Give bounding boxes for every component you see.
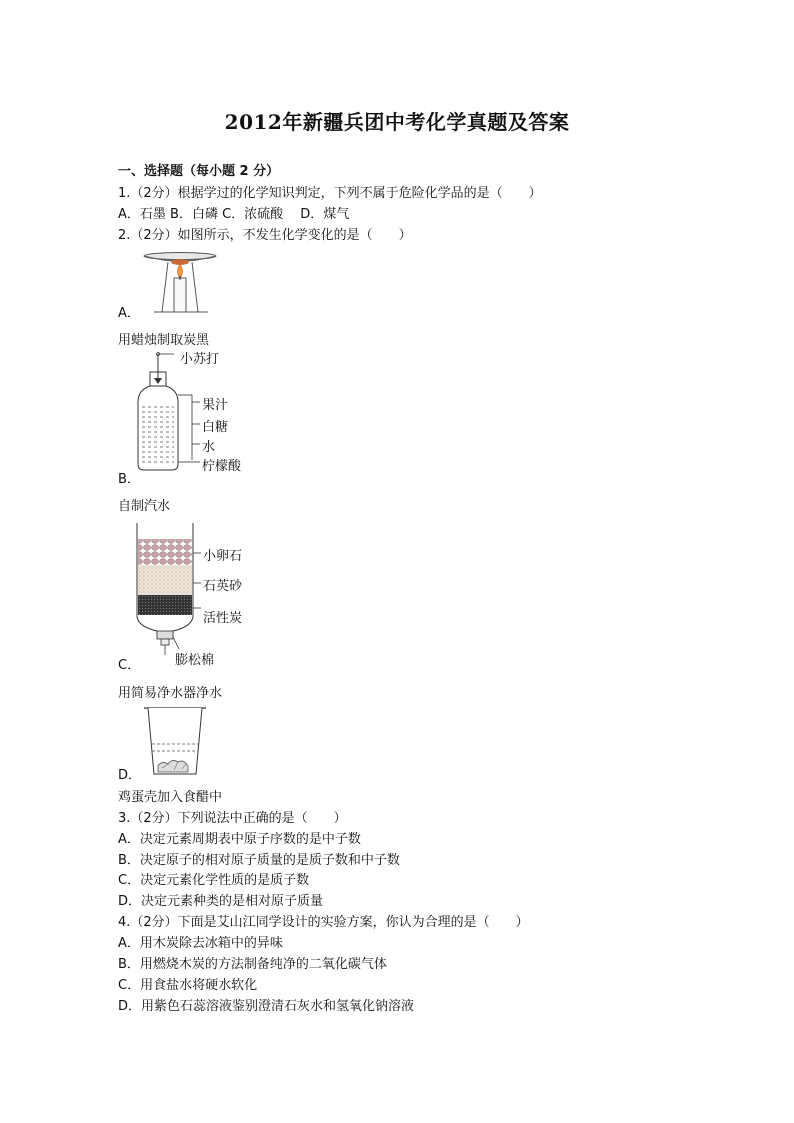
question-3-option-b: B．决定原子的相对原子质量的是质子数和中子数 (118, 853, 400, 868)
label-pengsongmian: 膨松棉 (175, 653, 215, 668)
page-title: 2012年新疆兵团中考化学真题及答案 (224, 110, 570, 134)
cup-eggshell-illustration (142, 704, 222, 776)
question-1-options: A．石墨 B．白磷 C．浓硫酸 D．煤气 (118, 207, 350, 222)
figure-c-filter (135, 523, 265, 668)
figure-a-letter: A． (118, 306, 140, 321)
label-guozhi: 果汁 (202, 398, 229, 413)
question-3-option-d: D．决定元素种类的是相对原子质量 (118, 894, 324, 909)
label-baitang: 白糖 (202, 420, 229, 435)
question-3-option-a: A．决定元素周期表中原子序数的是中子数 (118, 832, 361, 847)
question-4-option-b: B．用燃烧木炭的方法制备纯净的二氧化碳气体 (118, 957, 387, 972)
question-1-stem: 1.（2分）根据学过的化学知识判定，下列不属于危险化学品的是（ ） (118, 186, 542, 201)
label-shui: 水 (202, 440, 216, 455)
figure-d-caption: 鸡蛋壳加入食醋中 (118, 790, 223, 805)
water-filter-illustration (135, 523, 265, 663)
section-heading: 一、选择题（每小题 2 分） (118, 164, 280, 179)
question-2-stem: 2.（2分）如图所示，不发生化学变化的是（ ） (118, 228, 412, 243)
question-3-option-c: C．决定元素化学性质的是质子数 (118, 873, 310, 888)
label-xiaosuda: 小苏打 (180, 352, 220, 367)
figure-b-letter: B． (118, 472, 140, 487)
figure-b-caption: 自制汽水 (118, 499, 171, 514)
label-shiyingsha: 石英砂 (203, 579, 243, 594)
question-3-stem: 3.（2分）下列说法中正确的是（ ） (118, 811, 347, 826)
figure-d-letter: D． (118, 768, 142, 783)
figure-d-cup (142, 704, 222, 776)
question-4-stem: 4.（2分）下面是艾山江同学设计的实验方案，你认为合理的是（ ） (118, 915, 529, 930)
figure-c-letter: C． (118, 658, 141, 673)
question-4-option-c: C．用食盐水将硬水软化 (118, 978, 258, 993)
question-4-option-a: A．用木炭除去冰箱中的异味 (118, 936, 283, 951)
figure-c-caption: 用简易净水器净水 (118, 686, 223, 701)
label-huoxingtan: 活性炭 (203, 611, 243, 626)
label-xiaoluanshi: 小卵石 (203, 549, 243, 564)
figure-a-caption: 用蜡烛制取炭黑 (118, 333, 210, 348)
figure-b-bottle (130, 350, 260, 474)
question-4-option-d: D．用紫色石蕊溶液鉴别澄清石灰水和氢氧化钠溶液 (118, 999, 415, 1014)
label-ningmengsuan: 柠檬酸 (202, 459, 242, 474)
